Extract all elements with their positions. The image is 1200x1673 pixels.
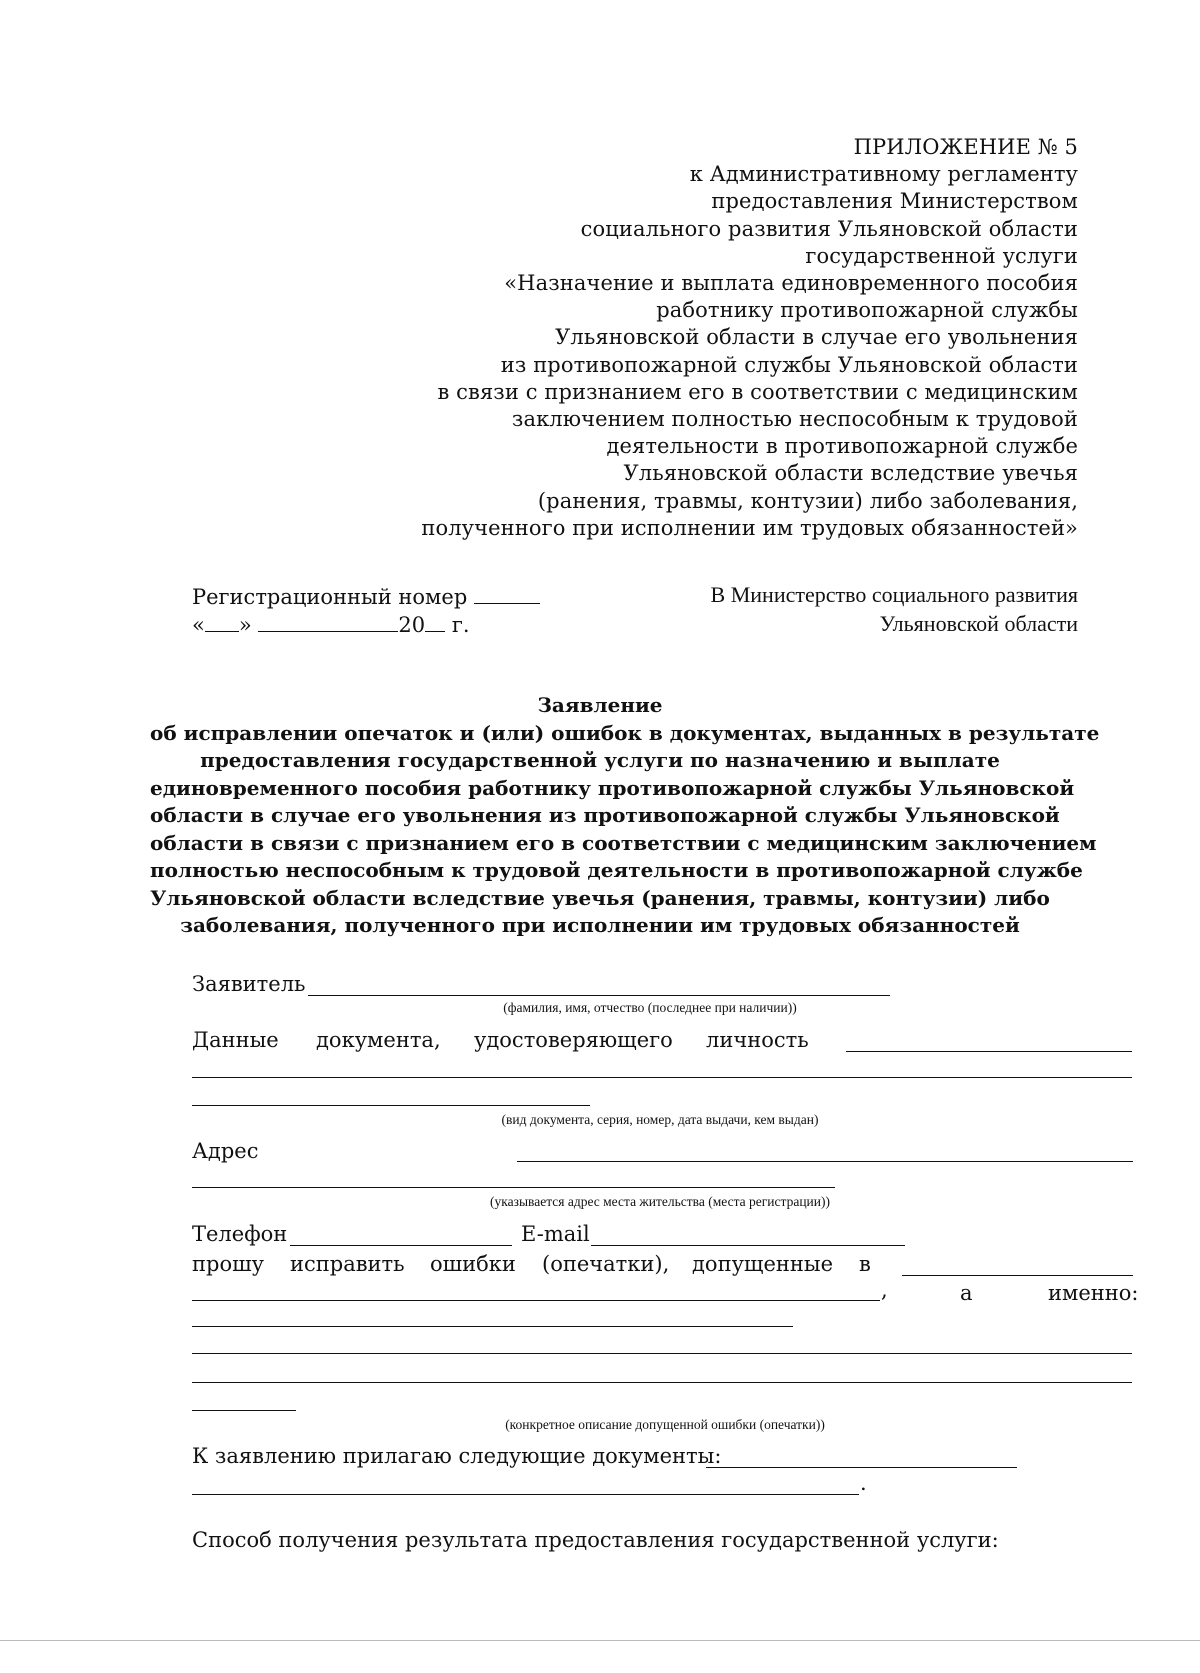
appendix-line: заключением полностью неспособным к трудовой xyxy=(511,407,1078,432)
phone-field[interactable] xyxy=(290,1245,512,1246)
addressee-block xyxy=(711,580,1078,638)
addressee-line: Ульяновской области xyxy=(879,611,1078,636)
request-word: прошу xyxy=(192,1252,264,1276)
namely-a: а xyxy=(960,1281,973,1305)
registration-day-field[interactable] xyxy=(205,613,239,632)
id-document-field-1[interactable] xyxy=(846,1051,1132,1052)
addressee-line: В Министерство социального развития xyxy=(710,582,1078,607)
error-description-field-3[interactable] xyxy=(192,1382,1132,1383)
date-close-quote: » xyxy=(238,613,252,637)
attachments-field-1[interactable] xyxy=(706,1467,1017,1468)
address-hint: (указывается адрес места жительства (места регистрации)) xyxy=(490,1194,830,1209)
id-word: документа, xyxy=(316,1028,441,1052)
year-suffix: г. xyxy=(451,613,470,637)
email-field[interactable] xyxy=(591,1245,905,1246)
document-with-error-field-2[interactable] xyxy=(192,1300,880,1301)
address-label: Адрес xyxy=(192,1139,259,1163)
title-line: полностью неспособным к трудовой деятельности в противопожарной службе xyxy=(150,858,1083,882)
appendix-line: полученного при исполнении им трудовых обязанностей» xyxy=(421,515,1078,540)
request-word: допущенные xyxy=(692,1252,834,1276)
appendix-header xyxy=(421,134,1078,542)
result-method-label: Способ получения результата предоставления государственной услуги: xyxy=(192,1528,999,1552)
attachments-field-2[interactable] xyxy=(192,1494,859,1495)
error-description-field-1[interactable] xyxy=(192,1326,793,1327)
title-line: заболевания, полученного при исполнении им трудовых обязанностей xyxy=(180,913,1020,937)
id-document-hint: (вид документа, серия, номер, дата выдачи, кем выдан) xyxy=(501,1112,819,1127)
id-word: Данные xyxy=(192,1028,279,1052)
title-heading: Заявление xyxy=(537,693,663,717)
registration-year-field[interactable] xyxy=(425,613,445,632)
id-document-field-3[interactable] xyxy=(192,1105,590,1106)
phone-label: Телефон xyxy=(192,1222,288,1246)
registration-number-field[interactable] xyxy=(474,585,540,604)
year-prefix: 20 xyxy=(398,613,426,637)
error-description-hint: (конкретное описание допущенной ошибки (опечатки)) xyxy=(505,1417,825,1432)
registration-block xyxy=(192,583,540,639)
id-document-field-2[interactable] xyxy=(192,1077,1132,1078)
appendix-line: Ульяновской области в случае его увольнения xyxy=(555,325,1078,350)
title-line: единовременного пособия работнику противопожарной службы Ульяновской xyxy=(150,775,1075,800)
applicant-hint: (фамилия, имя, отчество (последнее при наличии)) xyxy=(503,1000,797,1015)
email-label: E-mail xyxy=(521,1222,590,1246)
comma: , xyxy=(881,1278,888,1302)
title-line: области в связи с признанием его в соответствии с медицинским заключением xyxy=(150,830,1097,855)
appendix-line: государственной услуги xyxy=(805,243,1078,268)
registration-number-label: Регистрационный номер xyxy=(192,585,468,609)
appendix-line: из противопожарной службы Ульяновской области xyxy=(500,352,1078,377)
title-line: об исправлении опечаток и (или) ошибок в документах, выданных в результате xyxy=(150,720,1100,745)
appendix-line: «Назначение и выплата единовременного пособия xyxy=(504,271,1078,296)
appendix-line: (ранения, травмы, контузии) либо заболевания, xyxy=(537,488,1078,513)
appendix-line: социального развития Ульяновской области xyxy=(580,216,1078,241)
appendix-line: к Административному регламенту xyxy=(689,162,1078,187)
attachments-label: К заявлению прилагаю следующие документы: xyxy=(192,1444,722,1468)
request-word: исправить xyxy=(290,1252,405,1276)
request-word: ошибки xyxy=(430,1252,516,1276)
request-word: (опечатки), xyxy=(542,1252,670,1276)
date-open-quote: « xyxy=(192,613,205,637)
appendix-line: предоставления Министерством xyxy=(711,189,1078,214)
appendix-line: в связи с признанием его в соответствии с медицинским xyxy=(437,379,1078,404)
appendix-line: деятельности в противопожарной службе xyxy=(606,434,1078,459)
id-word: личность xyxy=(706,1028,809,1052)
appendix-line: ПРИЛОЖЕНИЕ № 5 xyxy=(853,135,1078,159)
namely-word: именно: xyxy=(1048,1281,1139,1305)
error-description-field-2[interactable] xyxy=(192,1353,1132,1354)
request-word: в xyxy=(859,1252,871,1276)
registration-month-field[interactable] xyxy=(258,613,398,632)
error-description-field-4[interactable] xyxy=(192,1410,296,1411)
title-line: Ульяновской области вследствие увечья (ранения, травмы, контузии) либо xyxy=(150,885,1050,910)
document-with-error-field-1[interactable] xyxy=(902,1275,1133,1276)
period: . xyxy=(860,1471,867,1495)
address-field-2[interactable] xyxy=(192,1187,835,1188)
id-word: удостоверяющего xyxy=(474,1028,673,1052)
applicant-field[interactable] xyxy=(308,995,890,996)
page-bottom-divider xyxy=(0,1640,1200,1641)
appendix-line: работнику противопожарной службы xyxy=(656,298,1078,323)
appendix-line: Ульяновской области вследствие увечья xyxy=(623,461,1078,486)
document-title xyxy=(150,692,1100,940)
address-field-1[interactable] xyxy=(517,1161,1133,1162)
title-line: предоставления государственной услуги по назначению и выплате xyxy=(200,748,1000,772)
title-line: области в случае его увольнения из противопожарной службы Ульяновской xyxy=(150,803,1060,827)
applicant-label: Заявитель xyxy=(192,972,306,996)
